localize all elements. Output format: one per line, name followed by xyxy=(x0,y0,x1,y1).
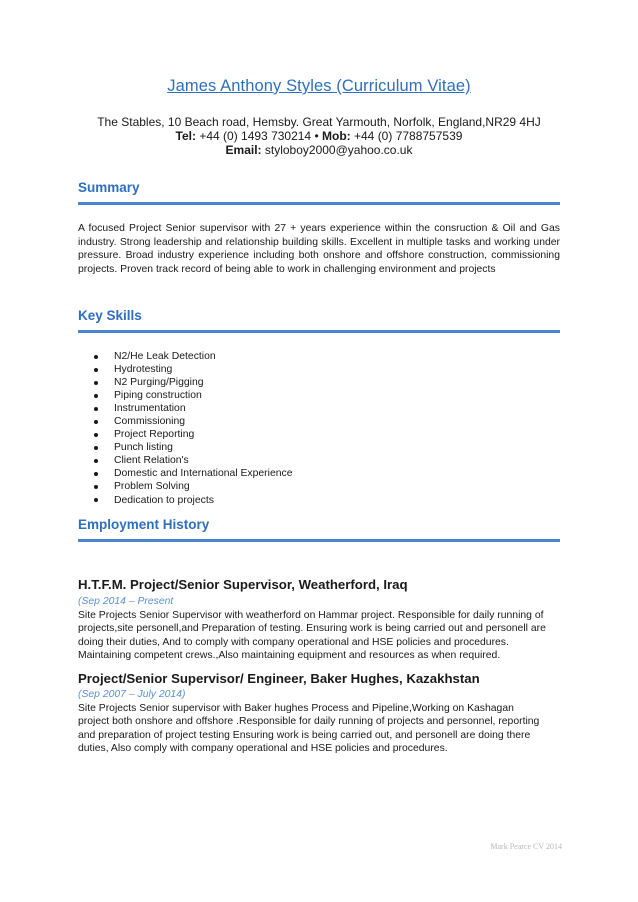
job-description-line: Site Projects Senior Supervisor with weatherford on Hammar project. Responsible for daily running of xyxy=(78,610,544,621)
job-description xyxy=(78,609,560,662)
bullet-icon xyxy=(94,407,98,411)
footer-watermark: Mark Pearce CV 2014 xyxy=(490,842,562,851)
bullet-icon xyxy=(94,368,98,372)
cv-name-title: James Anthony Styles (Curriculum Vitae) xyxy=(167,77,471,95)
email-line xyxy=(0,143,638,158)
bullet-icon xyxy=(94,355,98,359)
skill-item: N2 Purging/Pigging xyxy=(94,376,292,389)
job-description-line: and preparation of project testing Ensuring work is being carried out, and personell are doing there xyxy=(78,729,531,741)
job-description-line: Site Projects Senior supervisor with Baker hughes Process and Pipeline,Working on Kashagan xyxy=(78,703,514,714)
skill-item: Problem Solving xyxy=(94,480,292,493)
job-description-line: project both onshore and offshore .Responsible for daily running of projects and personnel, reporting xyxy=(78,716,540,728)
job-description-line: Maintaining competent crews.,Also maintaining equipment and resources as when required. xyxy=(78,649,501,661)
job-description-line: duties, Also comply with company operational and HSE policies and procedures. xyxy=(78,742,448,754)
bullet-icon xyxy=(94,485,98,489)
skill-item: Punch listing xyxy=(94,441,292,454)
skill-item: Piping construction xyxy=(94,389,292,402)
skill-item: Commissioning xyxy=(94,415,292,428)
job-description-line: doing their duties, And to comply with company operational and HSE policies and procedures. xyxy=(78,636,509,648)
address-line: The Stables, 10 Beach road, Hemsby. Great Yarmouth, Norfolk, England,NR29 4HJ xyxy=(97,115,541,129)
bullet-icon xyxy=(94,472,98,476)
phone-line xyxy=(0,129,638,144)
email-label: Email: xyxy=(225,143,262,157)
bullet-icon xyxy=(94,394,98,398)
bullet-icon xyxy=(94,433,98,437)
bullet-icon xyxy=(94,420,98,424)
job-date: (Sep 2007 – July 2014) xyxy=(78,689,186,700)
summary-divider xyxy=(78,202,560,205)
skill-item: Instrumentation xyxy=(94,402,292,415)
tel-value: +44 (0) 1493 730214 xyxy=(199,129,312,143)
job-title: Project/Senior Supervisor/ Engineer, Baker Hughes, Kazakhstan xyxy=(78,671,480,686)
key-skills-list xyxy=(94,350,292,507)
skill-item: Project Reporting xyxy=(94,428,292,441)
mob-label: Mob: xyxy=(322,129,351,143)
skill-item: Dedication to projects xyxy=(94,494,292,507)
employment-history-heading: Employment History xyxy=(78,517,210,532)
key-skills-divider xyxy=(78,330,560,333)
bullet-icon xyxy=(94,498,98,502)
job-description xyxy=(78,702,560,755)
job-description-line: projects,site personell,and Preparation of testing. Ensuring work is being carried out and personell are xyxy=(78,623,546,635)
phone-separator: • xyxy=(314,129,319,143)
mob-value: +44 (0) 7788757539 xyxy=(354,129,463,143)
job-title: H.T.F.M. Project/Senior Supervisor, Weatherford, Iraq xyxy=(78,577,408,592)
skill-item: N2/He Leak Detection xyxy=(94,350,292,363)
skill-item: Hydrotesting xyxy=(94,363,292,376)
bullet-icon xyxy=(94,446,98,450)
bullet-icon xyxy=(94,459,98,463)
summary-text: A focused Project Senior supervisor with 27 + years experience within the consruction & Oil and Gas industry. Strong leadership and relationship building skills. Excellent in multiple tasks and working under pressure. Broad industry experience including both onshore and offshore construction, commissioning projects. Proven track record of being able to work in challenging environment and projects xyxy=(78,223,560,275)
summary-heading: Summary xyxy=(78,180,140,195)
job-date: (Sep 2014 – Present xyxy=(78,596,174,607)
tel-label: Tel: xyxy=(175,129,196,143)
bullet-icon xyxy=(94,381,98,385)
skill-item: Client Relation's xyxy=(94,454,292,467)
email-value: styloboy2000@yahoo.co.uk xyxy=(264,143,413,157)
key-skills-heading: Key Skills xyxy=(78,308,142,323)
employment-history-divider xyxy=(78,539,560,542)
skill-item: Domestic and International Experience xyxy=(94,467,292,480)
